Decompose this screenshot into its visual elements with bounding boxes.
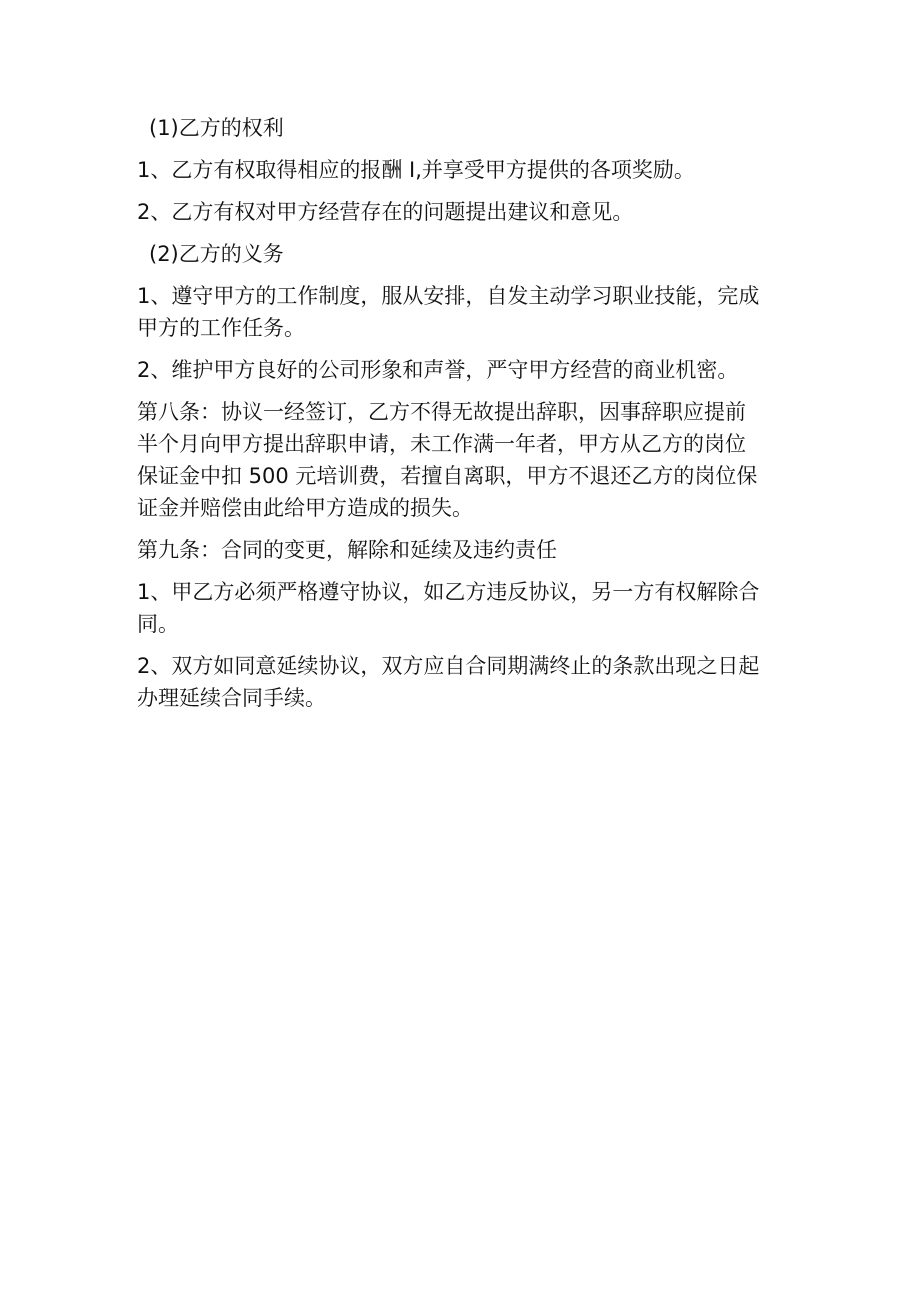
article-nine-item-2 bbox=[137, 650, 787, 714]
rights-item-2 bbox=[137, 196, 787, 228]
text-line: (1)乙方的权利 bbox=[149, 116, 284, 140]
text-line: 第九条：合同的变更，解除和延续及违约责任 bbox=[137, 538, 557, 562]
text-line: 第八条：协议一经签订，乙方不得无故提出辞职，因事辞职应提前 bbox=[137, 400, 746, 424]
text-line: 1、遵守甲方的工作制度，服从安排，自发主动学习职业技能，完成 bbox=[137, 284, 760, 308]
text-line: 办理延续合同手续。 bbox=[137, 686, 326, 710]
text-line: 甲方的工作任务。 bbox=[137, 316, 305, 340]
heading-party-b-rights bbox=[137, 112, 787, 144]
heading-party-b-duties bbox=[137, 238, 787, 270]
text-line: 2、维护甲方良好的公司形象和声誉，严守甲方经营的商业机密。 bbox=[137, 358, 739, 382]
document-body bbox=[137, 112, 787, 724]
text-line: 同。 bbox=[137, 612, 179, 636]
rights-item-1 bbox=[137, 154, 787, 186]
text-line: 2、双方如同意延续协议，双方应自合同期满终止的条款出现之日起 bbox=[137, 654, 760, 678]
text-line: 半个月向甲方提出辞职申请，未工作满一年者，甲方从乙方的岗位 bbox=[137, 432, 746, 456]
text-line: 2、乙方有权对甲方经营存在的问题提出建议和意见。 bbox=[137, 200, 634, 224]
duties-item-2 bbox=[137, 354, 787, 386]
text-line: 1、甲乙方必须严格遵守协议，如乙方违反协议，另一方有权解除合 bbox=[137, 580, 760, 604]
article-eight bbox=[137, 396, 787, 524]
text-line: 证金并赔偿由此给甲方造成的损失。 bbox=[137, 496, 473, 520]
text-line: (2)乙方的义务 bbox=[149, 242, 284, 266]
text-line: 1、乙方有权取得相应的报酬 I,并享受甲方提供的各项奖励。 bbox=[137, 158, 695, 182]
article-nine-item-1 bbox=[137, 576, 787, 640]
duties-item-1 bbox=[137, 280, 787, 344]
text-line: 保证金中扣 500 元培训费，若擅自离职，甲方不退还乙方的岗位保 bbox=[137, 464, 758, 488]
article-nine bbox=[137, 534, 787, 566]
